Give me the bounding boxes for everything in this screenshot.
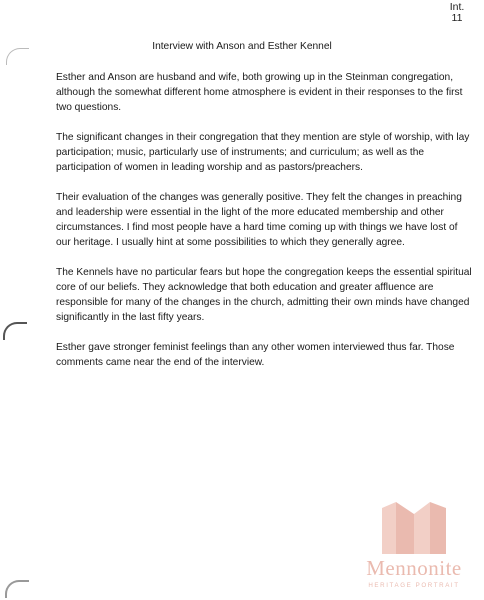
document-title: Interview with Anson and Esther Kennel — [152, 41, 332, 52]
paragraph: Esther gave stronger feminist feelings than any other women interviewed thus far. Those comments came near the end of the interview. — [56, 342, 455, 368]
page-label — [442, 2, 472, 24]
watermark-subtitle: HERITAGE PORTRAIT — [368, 582, 460, 589]
paragraph: The Kennels have no particular fears but hope the congregation keeps the essential spiritual core of our beliefs. They acknowledge that both education and greater affluence are responsible for many of the changes in the church, admitting their own minds have changed significantly in the last fifty years. — [56, 267, 472, 323]
watermark-name: Mennonite — [366, 556, 462, 580]
mennonite-logo-icon — [380, 500, 448, 556]
page-label-line1: Int. — [449, 1, 465, 13]
mennonite-heritage-watermark — [352, 500, 476, 596]
paragraph: Their evaluation of the changes was generally positive. They felt the changes in preaching and leadership were essential in the light of the more educated membership and other circumstances. I find most people have a hard time coming up with things we have lost of our heritage. I usually hint at some possibilities to which they generally agree. — [56, 192, 462, 248]
document-body — [56, 70, 472, 385]
page-label-line2: 11 — [451, 12, 463, 24]
punch-hole-mark — [3, 322, 27, 340]
punch-hole-mark — [5, 580, 29, 598]
paragraph: Esther and Anson are husband and wife, both growing up in the Steinman congregation, although the somewhat different home atmosphere is evident in their responses to the first two questions. — [56, 72, 463, 113]
paragraph: The significant changes in their congregation that they mention are style of worship, with lay participation; music, particularly use of instruments; and curriculum; as well as the participation of women in leading worship and as pastors/preachers. — [56, 132, 470, 173]
